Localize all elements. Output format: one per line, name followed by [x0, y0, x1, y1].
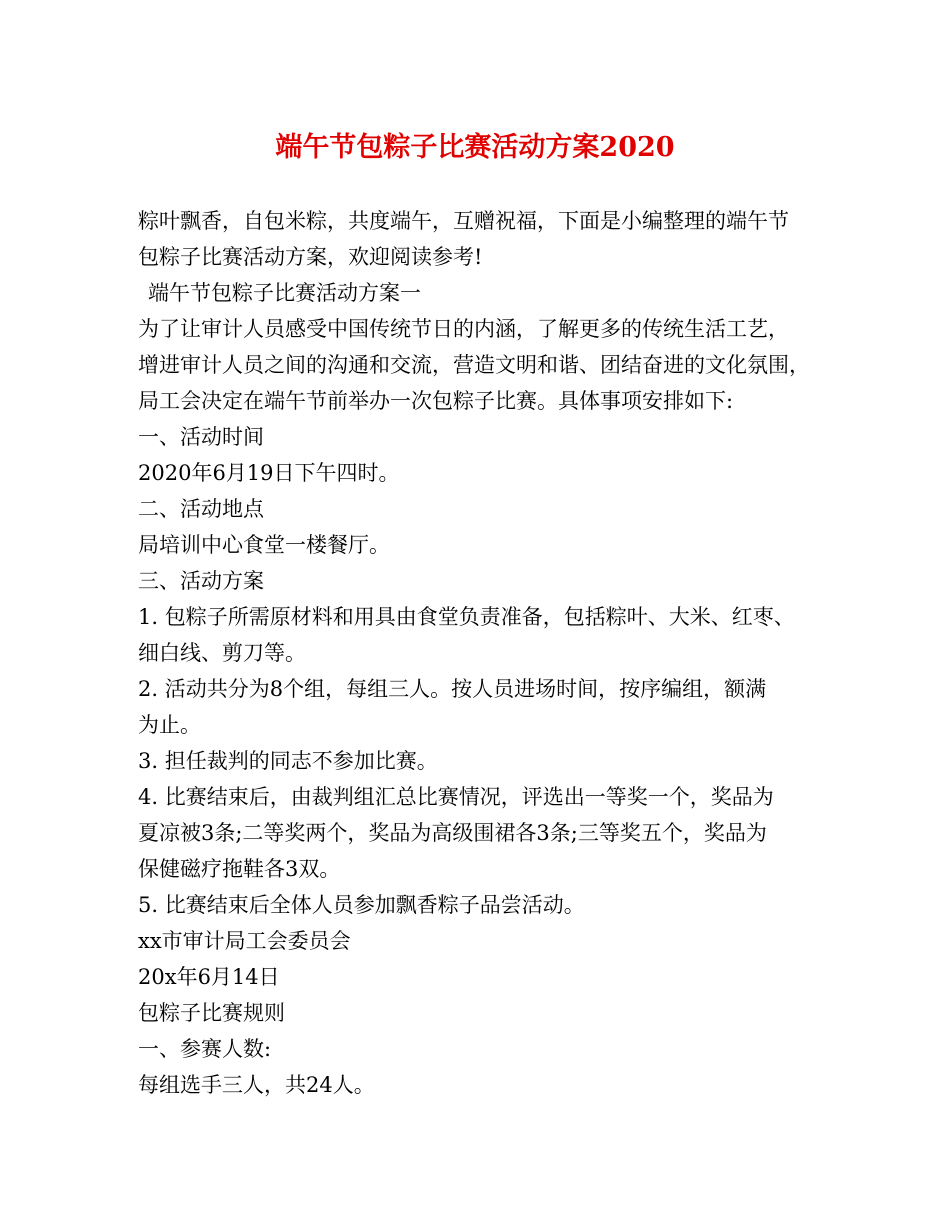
list-heading: 二、活动地点: [138, 497, 264, 521]
paragraph-line: 局工会决定在端午节前举办一次包粽子比赛。具体事项安排如下:: [138, 389, 734, 413]
paragraph-line: 2020年6月19日下午四时。: [138, 461, 400, 485]
list-item-continuation: 保健磁疗拖鞋各3双。: [138, 857, 341, 881]
list-item: 1. 包粽子所需原材料和用具由食堂负责准备，包括粽叶、大米、红枣、: [138, 605, 795, 629]
signature-organization: xx市审计局工会委员会: [138, 929, 351, 953]
signature-date: 20x年6月14日: [138, 965, 280, 989]
document-title: 端午节包粽子比赛活动方案2020: [275, 132, 675, 163]
list-item-continuation: 为止。: [138, 713, 201, 737]
list-item: 3. 担任裁判的同志不参加比赛。: [138, 749, 438, 773]
list-item: 5. 比赛结束后全体人员参加飘香粽子品尝活动。: [138, 893, 585, 917]
document-body: [138, 203, 828, 1103]
list-item-continuation: 细白线、剪刀等。: [138, 641, 306, 665]
section-heading: 包粽子比赛规则: [138, 1001, 285, 1025]
section-heading: 端午节包粽子比赛活动方案一: [148, 281, 421, 305]
list-item: 4. 比赛结束后，由裁判组汇总比赛情况，评选出一等奖一个，奖品为: [138, 785, 774, 809]
paragraph-line: 每组选手三人，共24人。: [138, 1073, 375, 1097]
paragraph-line: 局培训中心食堂一楼餐厅。: [138, 533, 390, 557]
paragraph-line: 增进审计人员之间的沟通和交流，营造文明和谐、团结奋进的文化氛围，: [138, 353, 810, 377]
list-item-continuation: 夏凉被3条;二等奖两个，奖品为高级围裙各3条;三等奖五个，奖品为: [138, 821, 767, 845]
paragraph-line: 为了让审计人员感受中国传统节日的内涵，了解更多的传统生活工艺，: [138, 317, 789, 341]
list-heading: 一、参赛人数:: [138, 1037, 272, 1061]
paragraph-line: 粽叶飘香，自包米粽，共度端午，互赠祝福，下面是小编整理的端午节: [138, 209, 789, 233]
list-item: 2. 活动共分为8个组，每组三人。按人员进场时间，按序编组，额满: [138, 677, 767, 701]
list-heading: 三、活动方案: [138, 569, 264, 593]
list-heading: 一、活动时间: [138, 425, 264, 449]
paragraph-line: 包粽子比赛活动方案，欢迎阅读参考!: [138, 245, 483, 269]
